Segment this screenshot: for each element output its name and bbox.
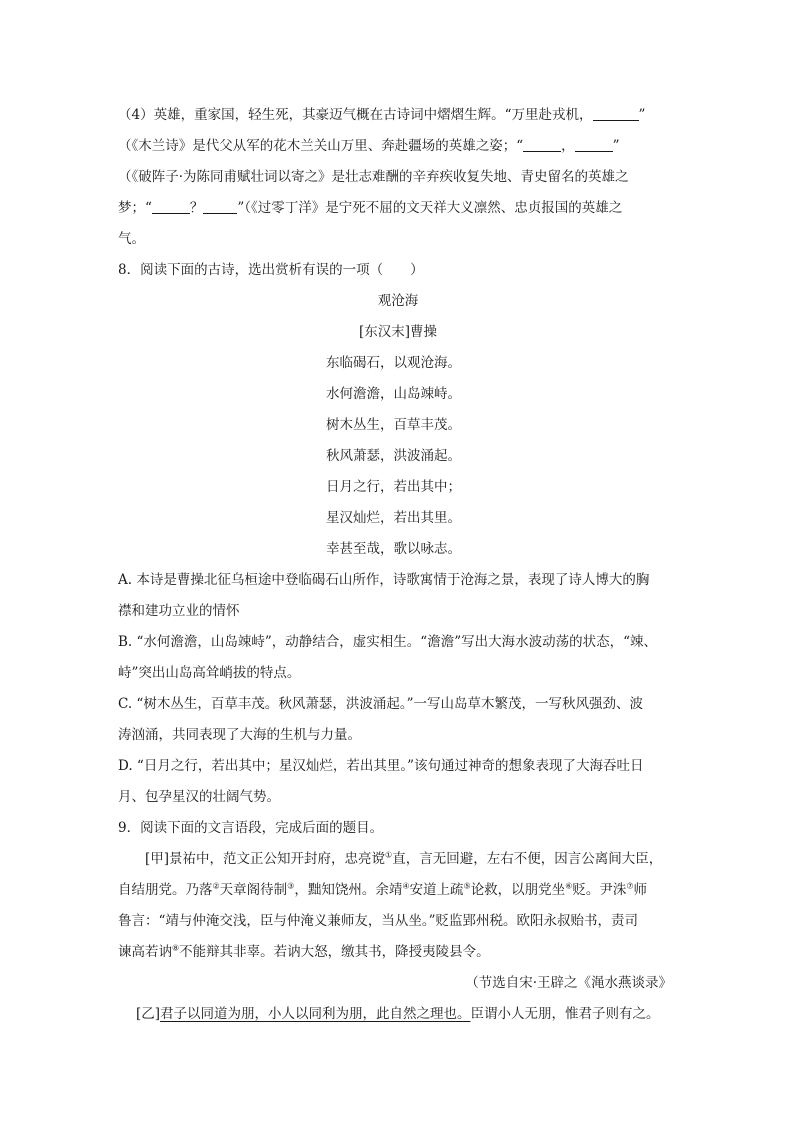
text: [乙] [136, 1006, 161, 1022]
q7-4-line1 [118, 100, 678, 131]
text: 师 [633, 882, 648, 898]
answer-blank[interactable] [203, 199, 237, 214]
poem-line: 东临碣石，以观沧海。 [326, 355, 461, 371]
answer-blank[interactable] [575, 137, 613, 152]
option-b: B. “水何澹澹，山岛竦峙”，动静结合，虚实相生。“澹澹”写出大海水波动荡的状态，“竦、 [118, 634, 658, 650]
text: 不能辩其非辜。若讷大怒，缴其书，降授夷陵县令。 [179, 944, 490, 960]
passage-jia-line2 [118, 875, 678, 906]
footnote-mark: ② [212, 881, 220, 891]
option-b-cont: 峙”突出山岛高耸峭拔的特点。 [118, 665, 301, 681]
text: ” [612, 138, 620, 154]
document-page [118, 100, 678, 1030]
passage-jia-line4 [118, 937, 678, 968]
option-d-cont: 月、包孕星汉的壮阔气势。 [118, 789, 280, 805]
footnote-mark: ⑤ [463, 881, 471, 891]
footnote-mark: ⑥ [565, 881, 573, 891]
footnote-mark: ④ [402, 881, 410, 891]
poem-line: 水何澹澹，山岛竦峙。 [326, 386, 461, 402]
q7-4-line3: （《破阵子·为陈同甫赋壮词以寄之》是壮志难酬的辛弃疾收复失地、青史留名的英雄之 [118, 169, 629, 185]
text: ？ [189, 200, 204, 216]
footnote-mark: ③ [287, 881, 295, 891]
text: 贬。尹洙 [572, 882, 627, 898]
footnote-mark: ⑧ [172, 943, 180, 953]
underlined-sentence: 君子以同道为朋，小人以同利为朋，此自然之理也。 [160, 1006, 471, 1022]
text: （4）英雄，重家国，轻生死，其豪迈气概在古诗词中熠熠生辉。“万里赴戎机， [118, 107, 593, 123]
poem-author: [东汉末]曹操 [358, 324, 438, 340]
option-a: A. 本诗是曹操北征乌桓途中登临碣石山所作，诗歌寓情于沧海之景，表现了诗人博大的胸 [118, 572, 650, 588]
q8-stem: 8．阅读下面的古诗，选出赏析有误的一项（ ） [118, 262, 424, 278]
text: 天章阁待制 [219, 882, 288, 898]
poem-line: 幸甚至哉，歌以咏志。 [326, 541, 461, 557]
q7-4-line5: 气。 [118, 231, 145, 247]
answer-blank[interactable] [593, 106, 639, 121]
text: ” [638, 107, 646, 123]
text: 论救，以朋党坐 [470, 882, 566, 898]
answer-blank[interactable] [152, 199, 190, 214]
text: ，黜知饶州。余靖 [294, 882, 403, 898]
poem-line: 秋风萧瑟，洪波涌起。 [326, 448, 461, 464]
footnote-mark: ⑦ [626, 881, 634, 891]
text: 谏高若讷 [118, 944, 172, 960]
text: （《木兰诗》是代父从军的花木兰关山万里、奔赴疆场的英雄之姿；“ [118, 138, 524, 154]
option-a-cont: 襟和建功立业的情怀 [118, 603, 240, 619]
q7-4-line2 [118, 131, 678, 162]
answer-blank[interactable] [523, 137, 561, 152]
q9-stem: 9．阅读下面的文言语段，完成后面的题目。 [118, 820, 384, 836]
poem-line: 树木丛生，百草丰茂。 [326, 417, 461, 433]
passage-jia-line3: 鲁言：“靖与仲淹交浅，臣与仲淹义兼师友，当从坐。”贬监郢州税。欧阳永叔贻书，责司 [118, 913, 639, 929]
text: [甲]景祐中，范文正公知开封府，忠亮谠 [145, 851, 386, 867]
poem-line: 星汉灿烂，若出其里。 [326, 510, 461, 526]
text: ”（《过零丁洋》是宁死不屈的文天祥大义凛然、忠贞报国的英雄之 [237, 200, 623, 216]
text: 直，言无回避，左右不便，因言公离间大臣， [392, 851, 663, 867]
q7-4-line4 [118, 193, 678, 224]
option-d: D. “日月之行，若出其中；星汉灿烂，若出其里。”该句通过神奇的想象表现了大海吞吐日 [118, 758, 644, 774]
option-c: C. “树木丛生，百草丰茂。秋风萧瑟，洪波涌起。”一写山岛草木繁茂，一写秋风强劲、波 [118, 696, 643, 712]
text: 臣谓小人无朋，惟君子则有之。 [470, 1006, 660, 1022]
text: 梦；“ [118, 200, 152, 216]
poem-title: 观沧海 [377, 293, 419, 309]
text: 安道上疏 [409, 882, 464, 898]
option-c-cont: 涛汹涌，共同表现了大海的生机与力量。 [118, 727, 361, 743]
poem-line: 日月之行，若出其中； [326, 479, 461, 495]
text: ， [561, 138, 575, 154]
text: 自结朋党。乃落 [118, 882, 213, 898]
passage-jia-line1 [118, 844, 678, 875]
footnote-mark: ① [385, 850, 393, 860]
passage-source: （节选自宋·王辟之《渑水燕谈录》 [465, 975, 672, 991]
passage-yi-line1 [118, 999, 678, 1030]
